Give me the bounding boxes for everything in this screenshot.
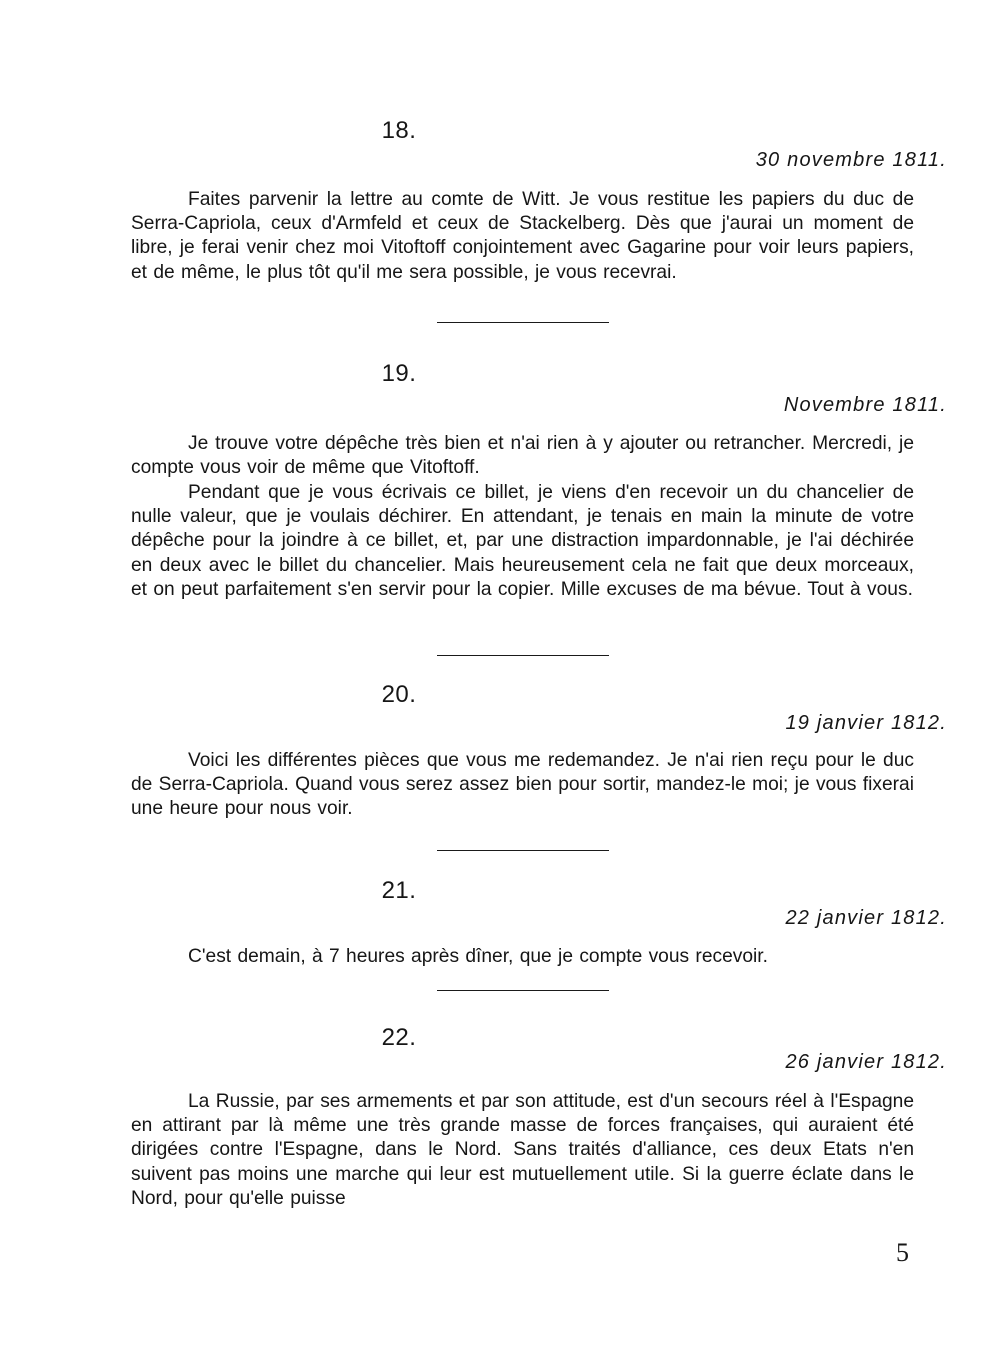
letter-22-date: 26 janvier 1812.	[785, 1051, 947, 1073]
letter-19-date: Novembre 1811.	[783, 394, 947, 416]
letter-18-number: 18.	[381, 117, 417, 144]
letter-18-date: 30 novembre 1811.	[755, 149, 947, 171]
section-divider	[437, 655, 609, 656]
letter-21-date: 22 janvier 1812.	[785, 907, 947, 929]
letter-22-paragraph-1: La Russie, par ses armements et par son attitude, est d'un secours réel à l'Espagne en attirant par là même une très grande masse de forces françaises, qui auraient été dirigées contre l'Espagne, dans le Nord. Sans traités d'alliance, ces deux Etats n'en suivent pas moins une marche qui leur est mutuellement utile. Si la guerre éclate dans le Nord, pour qu'elle puisse	[131, 1091, 914, 1209]
letter-22-number: 22.	[381, 1024, 417, 1051]
letter-19-paragraph-1: Je trouve votre dépêche très bien et n'ai rien à y ajouter ou retrancher. Mercredi, je compte vous voir de même que Vitoftoff.	[131, 433, 914, 479]
letter-20-date: 19 janvier 1812.	[785, 712, 947, 734]
page-number: 5	[896, 1238, 909, 1267]
letter-19-number: 19.	[381, 360, 417, 387]
letter-18-paragraph-1: Faites parvenir la lettre au comte de Witt. Je vous restitue les papiers du duc de Serra-Capriola, ceux d'Armfeld et ceux de Stackelberg. Dès que j'aurai un moment de libre, je ferai venir chez moi Vitoftoff conjointement avec Gagarine pour voir leurs papiers, et de même, le plus tôt qu'il me sera possible, je vous recevrai.	[131, 189, 914, 283]
letter-20-number: 20.	[381, 681, 417, 708]
letter-19-paragraph-2: Pendant que je vous écrivais ce billet, je viens d'en recevoir un du chancelier de nulle valeur, que je voulais déchirer. En attendant, je tenais en main la minute de votre dépêche pour la joindre à ce billet, et, par une distraction impardonnable, je l'ai déchirée en deux avec le billet du chancelier. Mais heureusement cela ne fait que deux morceaux, et on peut parfaitement s'en servir pour la copier. Mille excuses de ma bévue. Tout à vous.	[131, 482, 914, 600]
letter-21-number: 21.	[381, 877, 417, 904]
section-divider	[437, 850, 609, 851]
letter-20-paragraph-1: Voici les différentes pièces que vous me redemandez. Je n'ai rien reçu pour le duc de Serra-Capriola. Quand vous serez assez bien pour sortir, mandez-le moi; je vous fixerai une heure pour nous voir.	[131, 750, 914, 820]
letter-21-paragraph-1: C'est demain, à 7 heures après dîner, que je compte vous recevoir.	[188, 946, 768, 967]
section-divider	[437, 322, 609, 323]
section-divider	[437, 990, 609, 991]
